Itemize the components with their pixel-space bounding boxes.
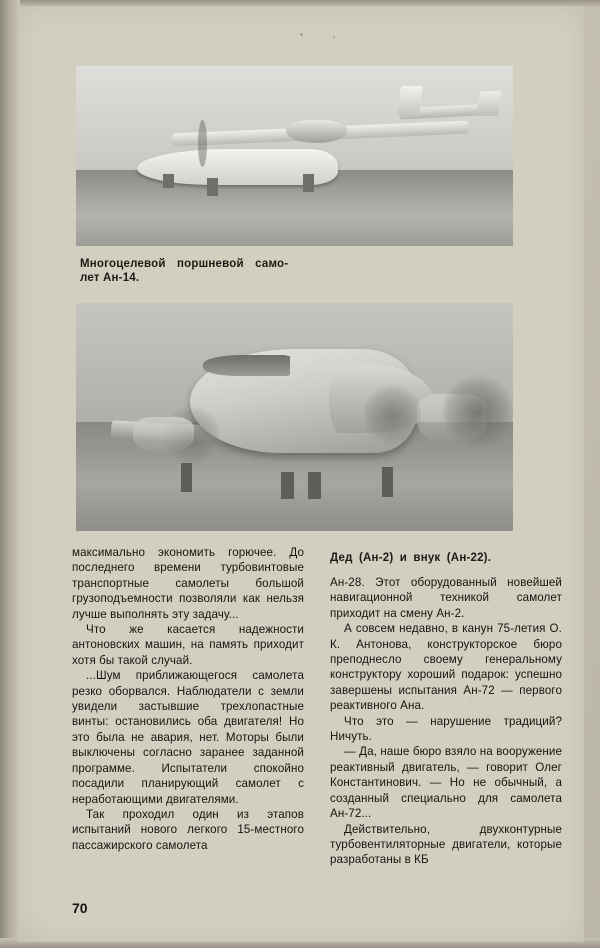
aircraft-nose-gear [163, 174, 174, 188]
page-edge-left [0, 0, 20, 948]
photo1-caption-line1: Многоцелевой поршневой само- [80, 258, 289, 270]
aircraft-landing-gear [303, 174, 314, 192]
aircraft-landing-gear [207, 178, 218, 196]
aircraft-fin-left [397, 86, 423, 115]
paragraph: — Да, наше бюро взяло на вооружение реактивный двигатель, — говорит Олег Константинович. — Но не обычный, а созданный специально для самолета Ан-72... [330, 745, 562, 821]
paragraph: максимально экономить горючее. До последнего времени турбовинтовые транспортные самолеты большой грузоподъемности позволяли как нельзя лучше выполнять эту задачу... [72, 546, 304, 621]
aircraft-landing-gear [308, 472, 321, 499]
paragraph: ...Шум приближающегося самолета резко оборвался. Наблюдатели с земли увидели застывшие трехлопастные винты: остановились оба двигателя! Но это была не авария, нет. Моторы были выключены согласно заранее заданной программе. Испытатели спокойно посадили планирующий самолет с неработающими двигателями. [72, 669, 304, 806]
paragraph: Что же касается надежности антоновских машин, на память приходит хотя бы такой случай. [72, 623, 304, 667]
biplane-landing-gear [181, 463, 192, 493]
photo1-caption [80, 258, 370, 285]
body-text-column-left [72, 545, 304, 853]
page-number: 70 [72, 900, 88, 916]
paragraph: Действительно, двухконтурные турбовентиляторные двигатели, которые разработаны в КБ [330, 822, 562, 867]
aircraft-cockpit-windows [203, 355, 290, 376]
body-text-column-right [330, 575, 562, 868]
an-22-aircraft-photo [76, 303, 513, 531]
paper-speck [333, 36, 335, 38]
paragraph: Что это — нарушение традиций? Ничуть. [330, 714, 562, 744]
paper-speck [300, 33, 303, 36]
aircraft-landing-gear [281, 472, 294, 499]
photo1-caption-line2: лет Ан-14. [80, 271, 140, 284]
biplane-nose [133, 417, 194, 453]
aircraft-landing-gear [382, 467, 393, 497]
paragraph: А совсем недавно, в канун 75-летия О. К. Антонова, конструкторское бюро преподнесло своему генеральному конструктору хороший подарок: успешно завершены испытания Ан-72 — первого реактивного Ана. [330, 622, 562, 713]
paragraph: Ан-28. Этот оборудованный новейшей навигационной техникой самолет приходит на смену Ан-2. [330, 576, 562, 620]
aircraft-fin-right [476, 91, 501, 116]
aircraft-propeller [198, 120, 207, 167]
paragraph: Так проходил один из этапов испытаний нового легкого 15-местного пассажирского самолета [72, 807, 304, 852]
aircraft-propeller [443, 374, 513, 452]
aircraft-propeller [364, 383, 421, 447]
an-14-aircraft-photo [76, 66, 513, 246]
photo2-caption: Дед (Ан-2) и внук (Ан-22). [330, 552, 492, 564]
